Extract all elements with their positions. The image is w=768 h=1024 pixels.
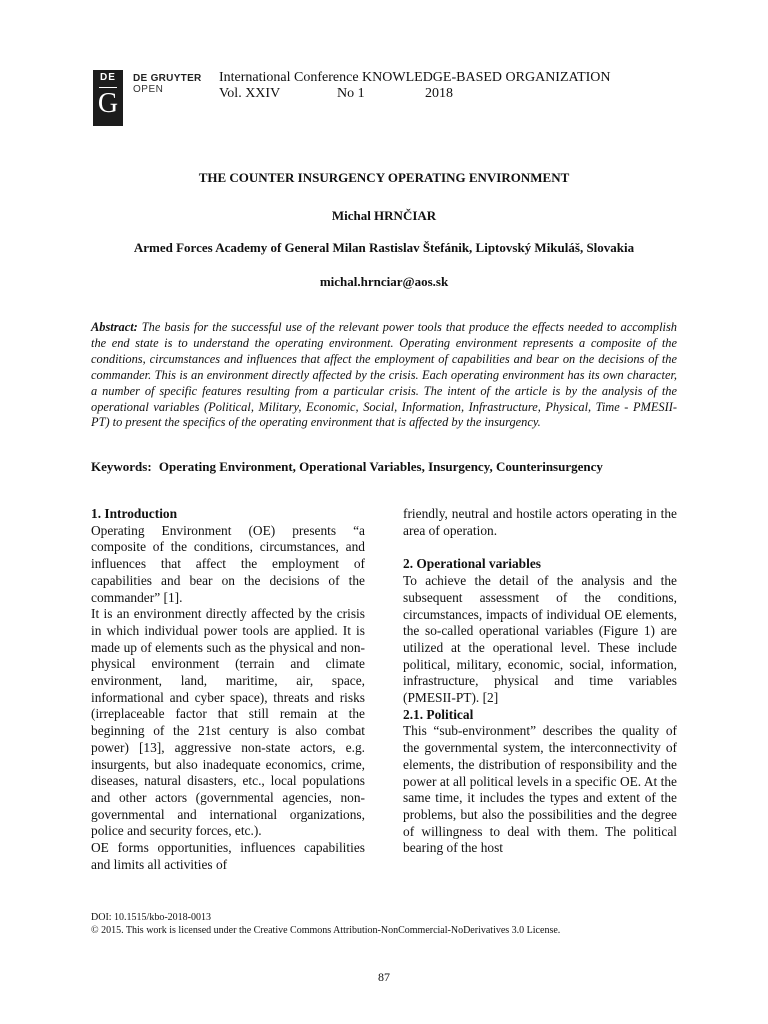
abstract xyxy=(91,320,677,431)
abstract-label: Abstract: xyxy=(91,320,138,334)
keywords-label: Keywords: xyxy=(91,459,152,474)
author-affiliation: Armed Forces Academy of General Milan Rastislav Štefánik, Liptovský Mikuláš, Slovakia xyxy=(133,240,635,255)
paragraph: OE forms opportunities, influences capabilities and limits all activities of xyxy=(91,840,365,872)
page-number: 87 xyxy=(378,970,390,984)
paragraph: To achieve the detail of the analysis and the subsequent assessment of the conditions, circumstances, impacts of individual OE elements, the so-called operational variables (Figure 1) are utilized at the operational level. These include political, military, economic, social, information, infrastructure, physical and time variables (PMESII-PT). [2] xyxy=(403,573,677,706)
section-heading-political: 2.1. Political xyxy=(403,706,474,722)
keywords-text: Operating Environment, Operational Variables, Insurgency, Counterinsurgency xyxy=(158,459,603,474)
paragraph: This “sub-environment” describes the quality of the governmental system, the interconnectivity of elements, the distribution of responsibility and the power at all political levels in a specific OE. At the same time, it includes the types and extent of the problems, but also the possibilities and the degree of willingness to deal with them. The political bearing of the host xyxy=(403,723,677,856)
section-heading-introduction: 1. Introduction xyxy=(91,506,178,521)
paragraph: friendly, neutral and hostile actors operating in the area of operation. xyxy=(403,506,677,538)
license-notice: © 2015. This work is licensed under the Creative Commons Attribution-NonCommercial-NoDerivatives 3.0 License. xyxy=(91,925,561,936)
logo-mark-top: DE xyxy=(100,72,116,83)
abstract-text: The basis for the successful use of the relevant power tools that produce the effects needed to accomplish the end state is to understand the operating environment. Operating environment represents a composite of the conditions, circumstances and influences that affect the employment of capabilities and bear on the decisions of the commander. This is an environment directly affected by the crisis. Each operating environment has its own character, a number of specific features resulting from a particular crisis. The intent of the article is by the analysis of the operational variables (Political, Military, Economic, Social, Information, Infrastructure, Physical, Time - PMESII-PT) to present the specifics of the operating environment that is affected by the insurgency. xyxy=(91,320,677,430)
logo-mark-bottom: G xyxy=(97,88,119,119)
author-email: michal.hrnciar@aos.sk xyxy=(319,274,449,289)
right-column xyxy=(403,506,677,857)
section-heading-operational-variables: 2. Operational variables xyxy=(403,556,541,572)
issue-number: No 1 xyxy=(337,86,365,101)
publisher-logo xyxy=(93,70,123,126)
spacer xyxy=(403,539,677,556)
paper-title: THE COUNTER INSURGENCY OPERATING ENVIRONMENT xyxy=(198,170,570,185)
volume: Vol. XXIV xyxy=(219,86,281,101)
publisher-imprint: OPEN xyxy=(133,84,164,95)
author-name: Michal HRNČIAR xyxy=(331,208,437,223)
paragraph: Operating Environment (OE) presents “a composite of the conditions, circumstances, and influences that affect the employment of capabilities and bear on the decisions of the commander” [1]. xyxy=(91,522,365,605)
doi: DOI: 10.1515/kbo-2018-0013 xyxy=(91,912,211,923)
year: 2018 xyxy=(425,86,453,101)
left-column xyxy=(91,506,365,873)
conference-name: International Conference KNOWLEDGE-BASED ORGANIZATION xyxy=(219,70,611,85)
paragraph: It is an environment directly affected by the crisis in which individual power tools are applied. It is made up of elements such as the physical and non-physical environment (terrain and climate environment, land, maritime, air, space, informational and cyber space), threats and risks (irreplaceable factor that still remain at the beginning of the 21st century is also combat power) [13], aggressive non-state actors, e.g. insurgents, but also inadequate economics, crime, diseases, natural disasters, etc., local populations and other actors (governmental agencies, non-governmental and international organizations, police and security forces, etc.). xyxy=(91,606,365,839)
keywords xyxy=(91,458,677,475)
publisher-name: DE GRUYTER xyxy=(133,73,202,84)
